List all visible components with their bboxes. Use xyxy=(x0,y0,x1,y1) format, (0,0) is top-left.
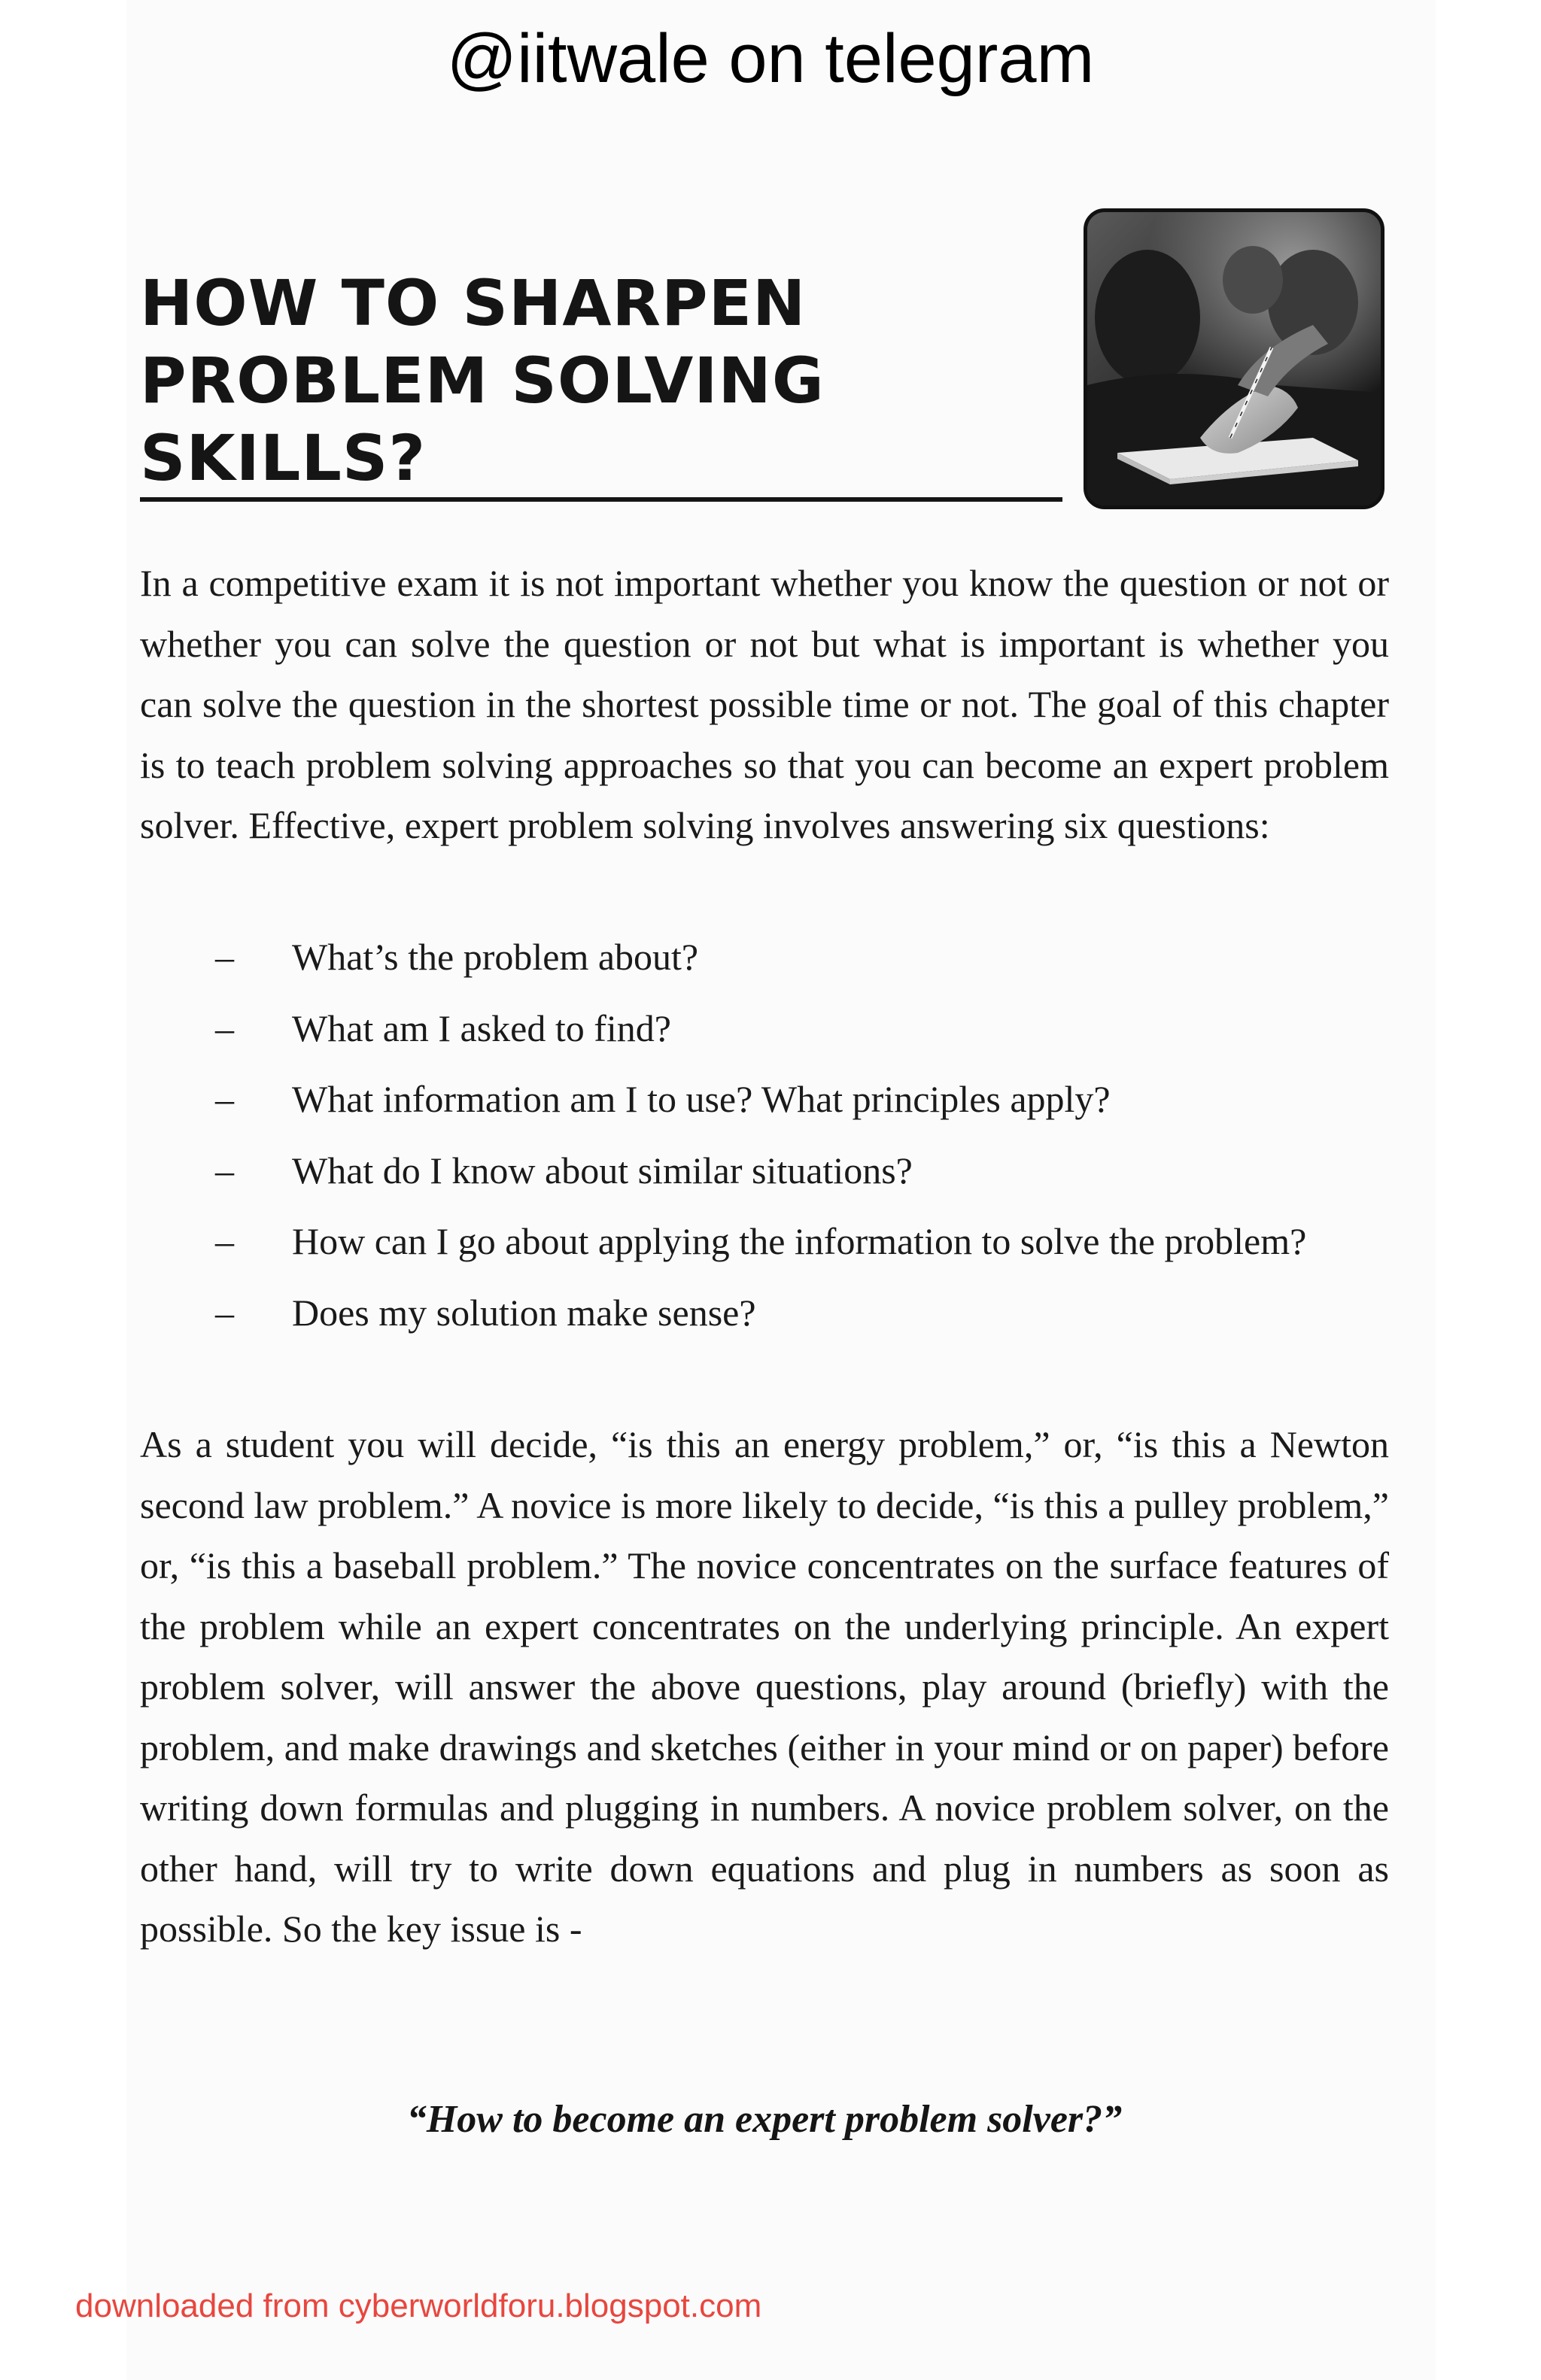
student-writing-photo xyxy=(1084,208,1384,509)
title-line: PROBLEM SOLVING xyxy=(140,344,825,417)
key-question-quote: “How to become an expert problem solver?” xyxy=(406,2098,1123,2141)
bullet-dash: – xyxy=(215,1006,234,1049)
list-item xyxy=(140,1211,1389,1272)
telegram-watermark: @iitwale on telegram xyxy=(446,20,1095,97)
intro-paragraph: In a competitive exam it is not important whether you know the question or not or whether you can solve the question or not but what is important is whether you can solve the question in the shortest possible time or not. The goal of this chapter is to teach problem solving approaches so that you can become an expert problem solver. Effective, expert problem solving involves answering six questions: xyxy=(140,562,1389,846)
list-item xyxy=(140,1069,1389,1130)
bullet-dash: – xyxy=(215,1220,234,1262)
source-watermark: downloaded from cyberworldforu.blogspot.com xyxy=(75,2287,762,2324)
bullet-dash: – xyxy=(215,1149,234,1192)
bullet-dash: – xyxy=(215,1078,234,1120)
expert-vs-novice-paragraph: As a student you will decide, “is this an energy problem,” or, “is this a Newton second law problem.” A novice is more likely to decide, “is this a pulley problem,” or, “is this a baseball problem.” The novice concentrates on the surface features of the problem while an expert concentrates on the underlying principle. An expert problem solver, will answer the above questions, play around (briefly) with the problem, and make drawings and sketches (either in your mind or on paper) before writing down formulas and plugging in numbers. A novice problem solver, on the other hand, will try to write down equations and plug in numbers as soon as possible. So the key issue is - xyxy=(140,1423,1389,1950)
bullet-dash: – xyxy=(215,936,234,978)
list-item xyxy=(140,1140,1389,1201)
list-item-text: How can I go about applying the information to solve the problem? xyxy=(292,1220,1307,1262)
title-line: HOW TO SHARPEN xyxy=(140,266,807,340)
question-list xyxy=(140,927,1389,1353)
list-item-text: What information am I to use? What principles apply? xyxy=(292,1078,1111,1120)
chapter-title xyxy=(140,265,825,497)
list-item xyxy=(140,1283,1389,1343)
list-item-text: What am I asked to find? xyxy=(292,1006,671,1049)
list-item-text: What’s the problem about? xyxy=(292,936,699,978)
photo-illustration xyxy=(1087,212,1381,505)
list-item xyxy=(140,927,1389,988)
list-item-text: What do I know about similar situations? xyxy=(292,1149,913,1192)
title-line: SKILLS? xyxy=(140,421,427,495)
bullet-dash: – xyxy=(215,1291,234,1334)
list-item-text: Does my solution make sense? xyxy=(292,1291,756,1334)
title-underline xyxy=(140,497,1062,502)
list-item xyxy=(140,998,1389,1059)
